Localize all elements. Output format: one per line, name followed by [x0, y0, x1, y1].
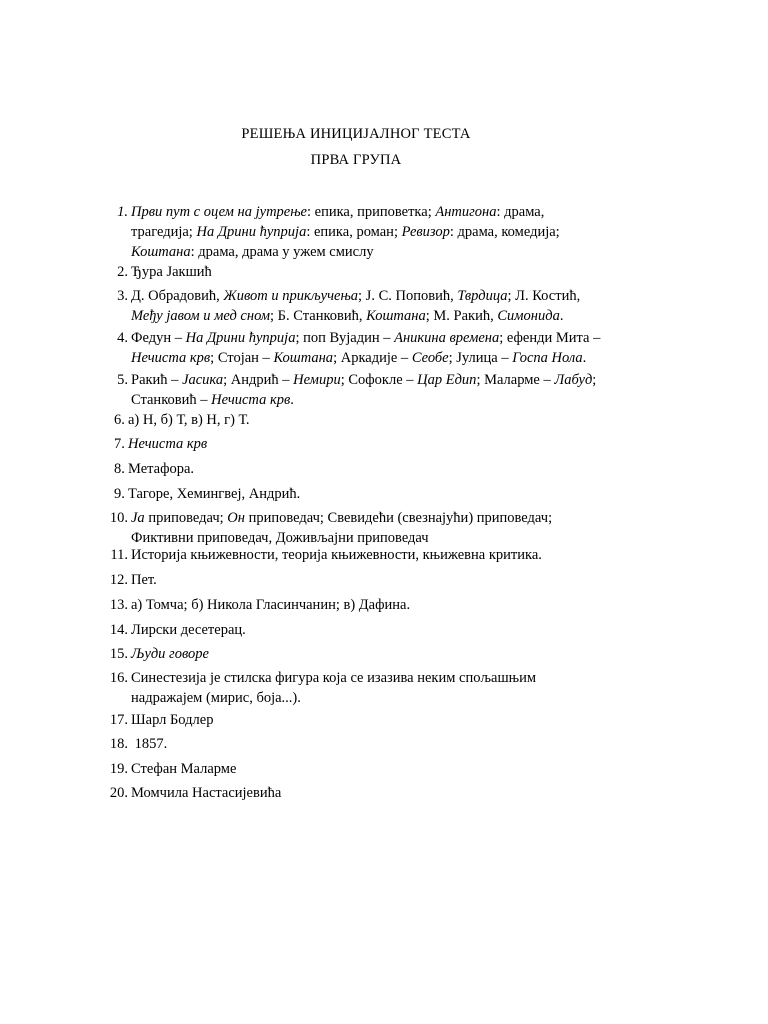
answer-text: ; — [592, 372, 597, 388]
answer-text: приповедач; — [144, 510, 228, 526]
answer-text: а) Томча; б) Никола Гласинчанин; в) Дафина. — [131, 597, 411, 613]
italic-title: Коштана — [131, 244, 191, 260]
answer-line — [128, 434, 207, 454]
answer-line — [131, 783, 281, 803]
italic-title: Лабуд — [554, 372, 593, 388]
answer-line — [131, 508, 552, 528]
italic-title: Цар Едип — [417, 372, 477, 388]
answer-number: 20. — [109, 785, 128, 801]
answer-text: ; Софокле – — [340, 372, 418, 388]
answer-number: 10. — [109, 510, 128, 526]
italic-title: Људи говоре — [131, 646, 209, 662]
answer-line — [131, 262, 212, 282]
italic-title: Јасика — [182, 372, 224, 388]
italic-title: Он — [227, 510, 245, 526]
italic-title: Ревизор — [401, 224, 450, 240]
answer-text: Ракић – — [131, 372, 183, 388]
italic-title: Госпа Нола — [512, 350, 583, 366]
answer-number: 1. — [117, 204, 128, 220]
answer-line — [128, 484, 300, 504]
answer-text: Синестезија је стилска фигура која се изазива неким спољашњим — [131, 670, 537, 686]
answer-number: 9. — [114, 486, 125, 502]
answer-line — [131, 222, 560, 242]
italic-title: Антигона — [435, 204, 497, 220]
answer-line — [131, 242, 374, 262]
answer-text: : драма, драма у ужем смислу — [190, 244, 374, 260]
answer-number: 13. — [109, 597, 128, 613]
italic-title: Коштана — [273, 350, 334, 366]
italic-title: Први пут с оцем на јутрење — [131, 204, 307, 220]
answer-line — [131, 390, 294, 410]
answer-text: : епика, роман; — [306, 224, 402, 240]
answer-text: приповедач; Свевидећи (свезнајући) приповедач; — [244, 510, 553, 526]
answer-text: . — [559, 308, 564, 324]
italic-title: Тврдица — [457, 288, 508, 304]
answer-number: 12. — [109, 572, 128, 588]
answer-text: а) Н, б) Т, в) Н, г) Т. — [128, 412, 250, 428]
answer-text: ; Б. Станковић, — [270, 308, 367, 324]
page-title: РЕШЕЊА ИНИЦИЈАЛНОГ ТЕСТА — [241, 126, 471, 142]
answer-line — [131, 595, 410, 615]
answer-line — [131, 644, 209, 664]
answer-number: 6. — [114, 412, 125, 428]
answer-line — [131, 286, 580, 306]
answer-number: 2. — [117, 264, 128, 280]
answer-number: 18. — [109, 736, 128, 752]
answer-number: 5. — [117, 372, 128, 388]
answer-text: трагедија; — [131, 224, 197, 240]
answer-line — [131, 545, 542, 565]
answer-text: ; Маларме – — [476, 372, 555, 388]
answer-text: Шарл Бодлер — [131, 712, 214, 728]
answer-text: Федун – — [131, 330, 186, 346]
answer-text: Момчила Настасијевића — [131, 785, 282, 801]
answer-number: 7. — [114, 436, 125, 452]
answer-text: Фиктивни приповедач, Доживљајни приповедач — [131, 530, 429, 546]
answer-number: 17. — [109, 712, 128, 728]
answer-line — [131, 328, 600, 348]
answer-number: 15. — [109, 646, 128, 662]
answer-number: 4. — [117, 330, 128, 346]
italic-title: Међу јавом и мед сном — [131, 308, 271, 324]
answer-text: ; поп Вујадин – — [295, 330, 395, 346]
answer-text: ; М. Ракић, — [425, 308, 498, 324]
italic-title: Нечиста крв — [128, 436, 208, 452]
answer-text: ; Аркадије – — [333, 350, 412, 366]
answer-text: Тагоре, Хемингвеј, Андрић. — [128, 486, 301, 502]
italic-title: Ја — [131, 510, 145, 526]
answer-text: ; Јулица – — [448, 350, 513, 366]
italic-title: На Дрини ћуприја — [185, 330, 296, 346]
answer-number: 14. — [109, 622, 128, 638]
answer-line — [131, 202, 544, 222]
answer-text: ; Стојан – — [210, 350, 274, 366]
answer-text: Лирски десетерац. — [131, 622, 246, 638]
italic-title: Нечиста крв — [211, 392, 291, 408]
answer-line — [131, 688, 301, 708]
answer-text: : драма, — [496, 204, 545, 220]
answer-line — [131, 620, 246, 640]
answer-line — [131, 370, 596, 390]
italic-title: Нечиста крв — [131, 350, 211, 366]
italic-title: Симонида — [497, 308, 560, 324]
answer-line — [131, 348, 586, 368]
answer-number: 11. — [110, 547, 128, 563]
answer-line — [128, 410, 250, 430]
answer-text: Д. Обрадовић, — [131, 288, 224, 304]
answer-line — [131, 306, 563, 326]
answer-line — [128, 459, 194, 479]
answer-text: ; Л. Костић, — [507, 288, 581, 304]
answer-line — [131, 668, 536, 688]
answer-text: Станковић – — [131, 392, 212, 408]
answer-text: Пет. — [131, 572, 157, 588]
answer-text: ; Андрић – — [223, 372, 294, 388]
italic-title: Живот и прикључења — [223, 288, 359, 304]
answer-line — [131, 734, 167, 754]
answer-number: 8. — [114, 461, 125, 477]
answer-line — [131, 570, 157, 590]
italic-title: Сеобе — [411, 350, 449, 366]
answer-number: 16. — [109, 670, 128, 686]
answer-text: : епика, приповетка; — [307, 204, 436, 220]
answer-text: . — [582, 350, 587, 366]
answer-line — [131, 710, 213, 730]
answer-number: 19. — [109, 761, 128, 777]
answer-text: 1857. — [131, 736, 168, 752]
italic-title: На Дрини ћуприја — [196, 224, 307, 240]
answer-text: : драма, комедија; — [449, 224, 560, 240]
page-subtitle: ПРВА ГРУПА — [310, 152, 402, 168]
answer-text: Историја књижевности, теорија књижевности, књижевна критика. — [131, 547, 542, 563]
italic-title: Коштана — [366, 308, 426, 324]
answer-number: 3. — [117, 288, 128, 304]
answer-text: Стефан Маларме — [131, 761, 237, 777]
italic-title: Аникина времена — [394, 330, 500, 346]
answer-text: Метафора. — [128, 461, 195, 477]
answer-text: ; Ј. С. Поповић, — [358, 288, 458, 304]
italic-title: Немири — [293, 372, 341, 388]
answer-text: Ђура Јакшић — [131, 264, 212, 280]
answer-text: ; ефенди Мита – — [499, 330, 601, 346]
answer-text: надражајем (мирис, боја...). — [131, 690, 301, 706]
answer-text: . — [290, 392, 294, 408]
answer-line — [131, 759, 236, 779]
